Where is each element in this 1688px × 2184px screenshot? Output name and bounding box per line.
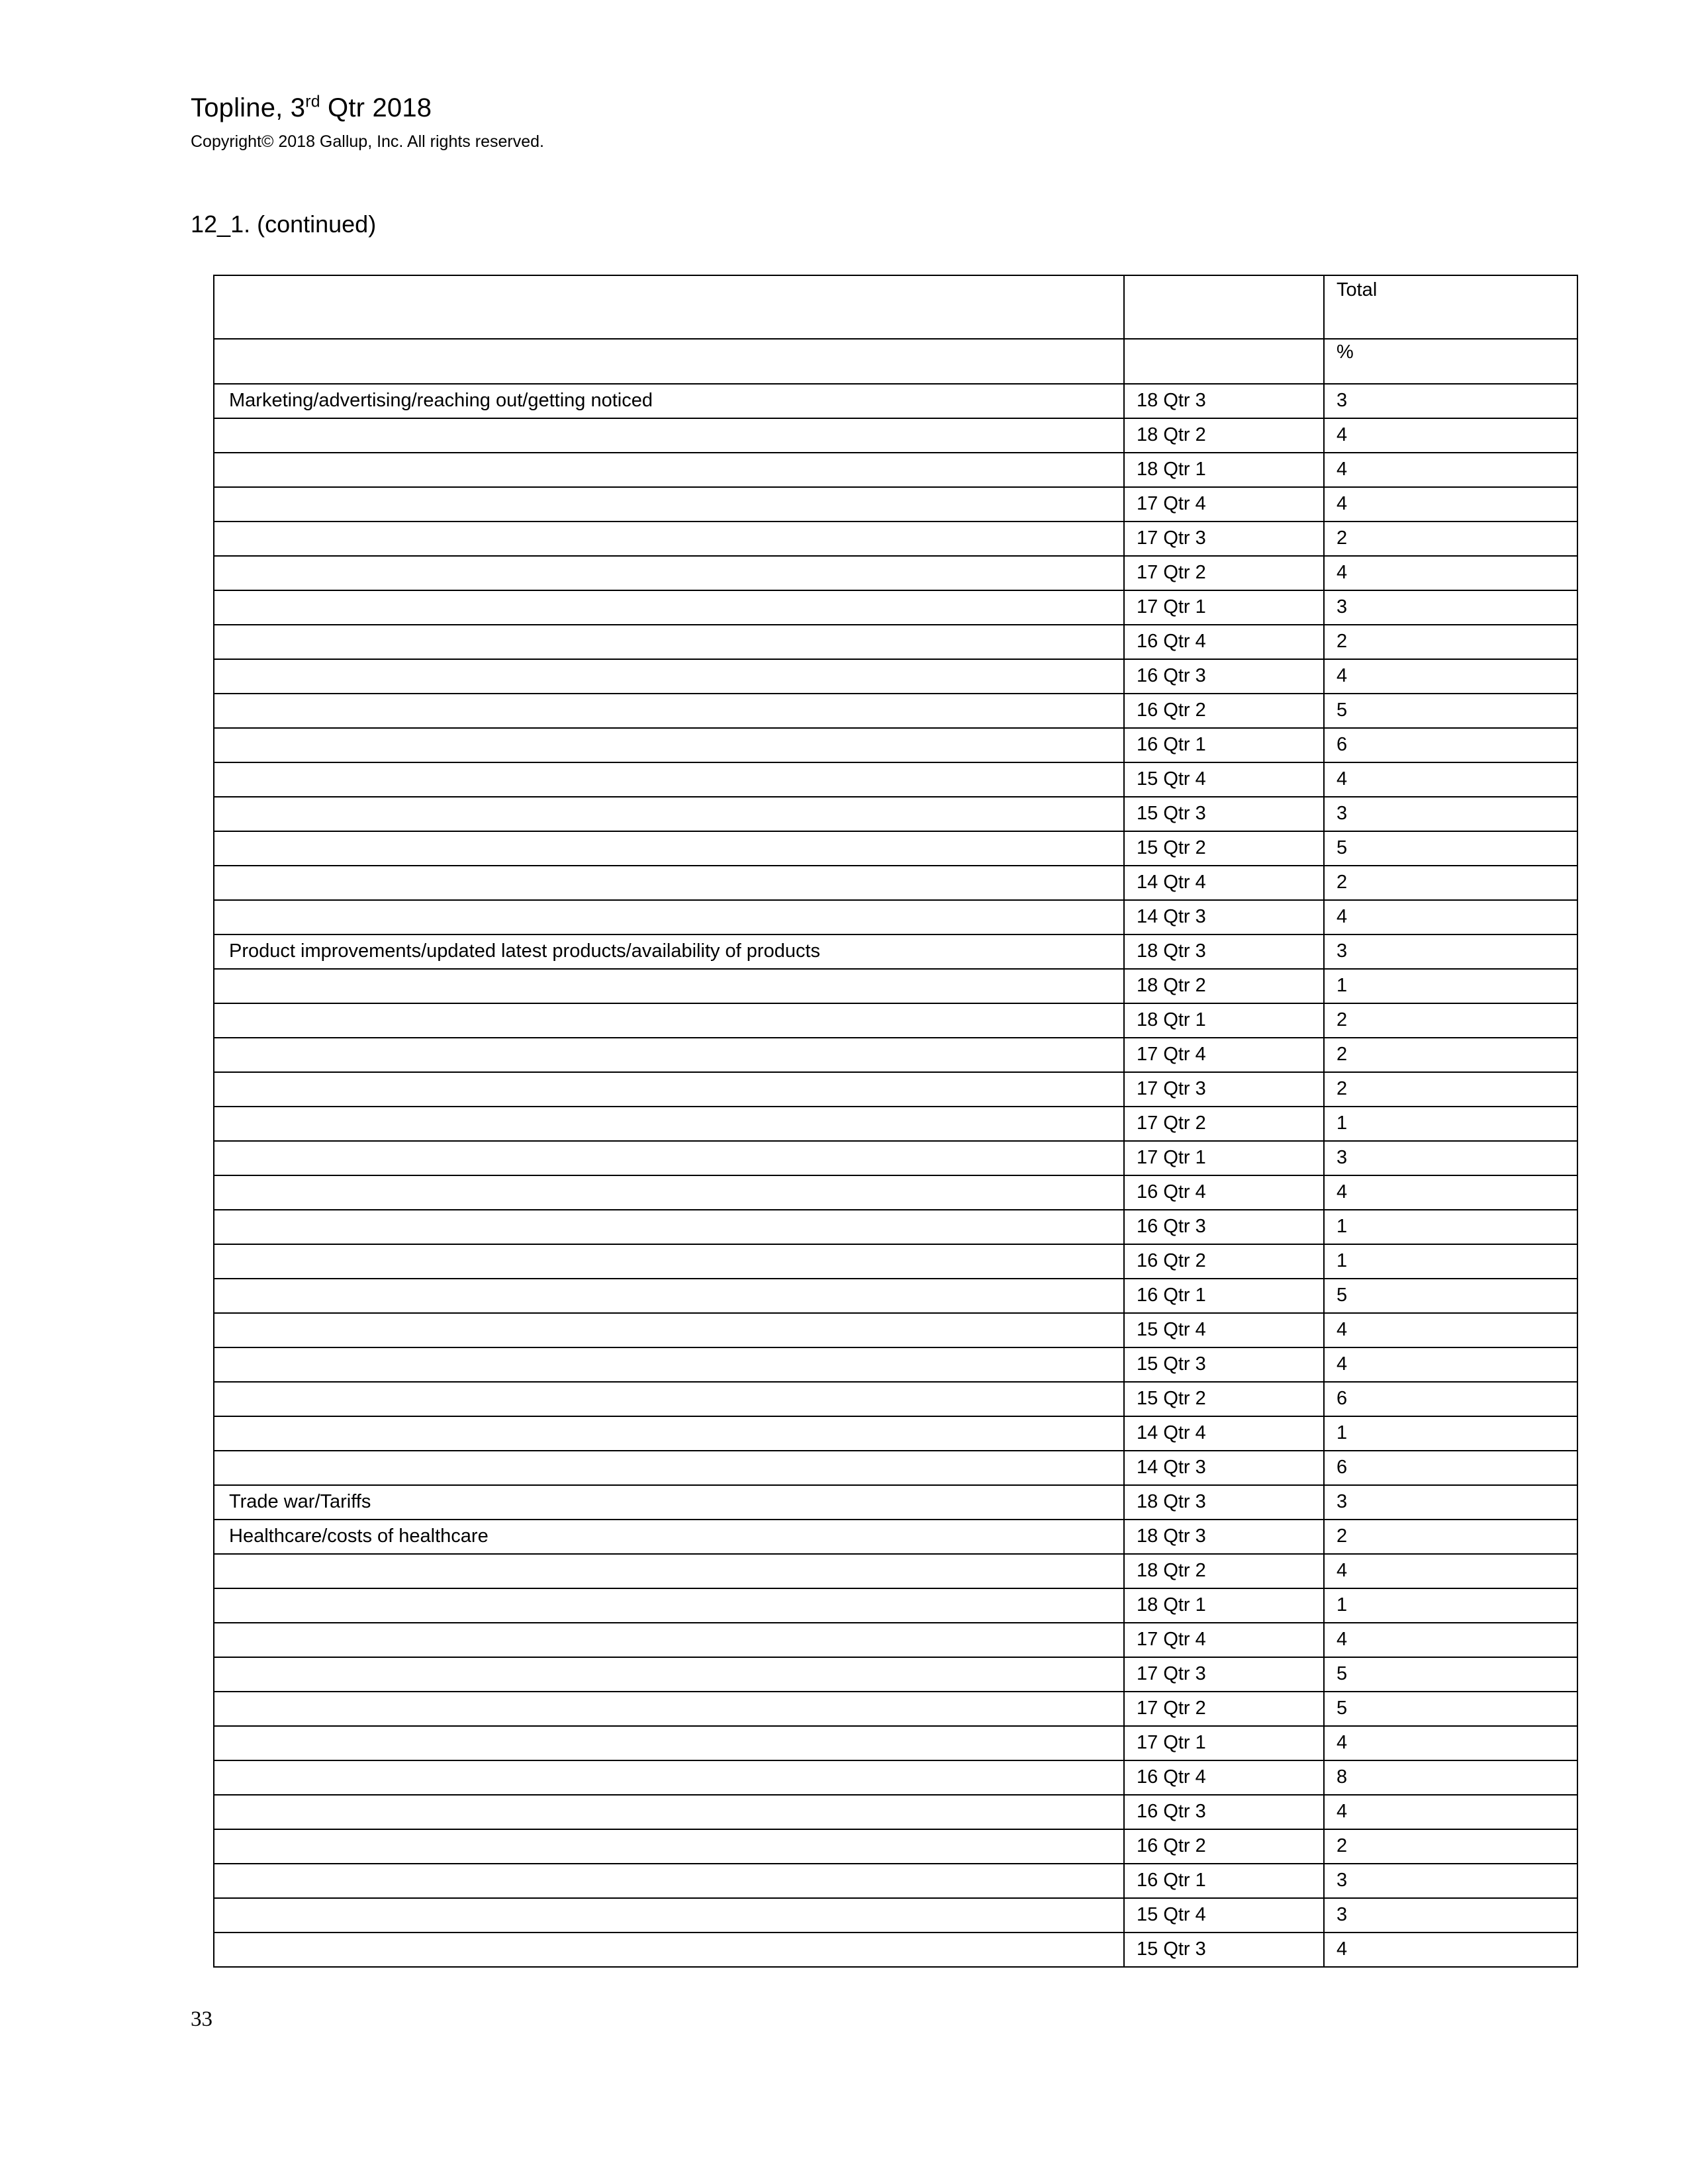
table-row	[214, 659, 1577, 694]
page-title-main: Topline, 3	[191, 93, 306, 122]
cell-total-percent: 1	[1324, 1588, 1577, 1623]
cell-response-label	[214, 590, 1124, 625]
cell-response-label: Product improvements/updated latest products/availability of products	[214, 934, 1124, 969]
cell-total-percent: 3	[1324, 1141, 1577, 1175]
cell-response-label	[214, 453, 1124, 487]
header-cell-label	[214, 275, 1124, 339]
cell-response-label: Healthcare/costs of healthcare	[214, 1520, 1124, 1554]
cell-period: 15 Qtr 3	[1124, 797, 1324, 831]
cell-total-percent: 5	[1324, 1692, 1577, 1726]
cell-period: 17 Qtr 4	[1124, 1038, 1324, 1072]
cell-total-percent: 2	[1324, 1003, 1577, 1038]
cell-response-label	[214, 1416, 1124, 1451]
cell-period: 18 Qtr 1	[1124, 453, 1324, 487]
cell-total-percent: 4	[1324, 418, 1577, 453]
cell-total-percent: 4	[1324, 1554, 1577, 1588]
cell-response-label	[214, 1795, 1124, 1829]
cell-total-percent: 5	[1324, 831, 1577, 866]
cell-period: 17 Qtr 4	[1124, 487, 1324, 522]
page-number: 33	[191, 2007, 212, 2031]
table-row	[214, 625, 1577, 659]
cell-total-percent: 3	[1324, 1485, 1577, 1520]
cell-total-percent: 1	[1324, 1244, 1577, 1279]
cell-total-percent: 4	[1324, 453, 1577, 487]
table-row	[214, 1451, 1577, 1485]
subheader-cell-percent: %	[1324, 339, 1577, 384]
table-row	[214, 1760, 1577, 1795]
cell-period: 16 Qtr 1	[1124, 728, 1324, 762]
cell-period: 15 Qtr 3	[1124, 1933, 1324, 1967]
cell-total-percent: 3	[1324, 1898, 1577, 1933]
cell-response-label: Marketing/advertising/reaching out/getting noticed	[214, 384, 1124, 418]
cell-response-label	[214, 728, 1124, 762]
cell-response-label	[214, 487, 1124, 522]
table-row	[214, 384, 1577, 418]
cell-total-percent: 5	[1324, 1657, 1577, 1692]
cell-total-percent: 1	[1324, 1416, 1577, 1451]
cell-period: 16 Qtr 3	[1124, 1210, 1324, 1244]
cell-response-label	[214, 1623, 1124, 1657]
table-row	[214, 1416, 1577, 1451]
cell-period: 16 Qtr 1	[1124, 1279, 1324, 1313]
table-row	[214, 1038, 1577, 1072]
cell-response-label	[214, 1554, 1124, 1588]
cell-total-percent: 1	[1324, 1107, 1577, 1141]
cell-total-percent: 4	[1324, 1933, 1577, 1967]
cell-total-percent: 2	[1324, 1038, 1577, 1072]
cell-period: 18 Qtr 2	[1124, 418, 1324, 453]
section-label: 12_1. (continued)	[191, 210, 377, 238]
cell-response-label	[214, 1003, 1124, 1038]
table-row	[214, 1588, 1577, 1623]
cell-period: 16 Qtr 4	[1124, 1760, 1324, 1795]
table-body	[214, 384, 1577, 1967]
cell-total-percent: 3	[1324, 1864, 1577, 1898]
cell-period: 16 Qtr 2	[1124, 1829, 1324, 1864]
cell-period: 14 Qtr 3	[1124, 900, 1324, 934]
cell-response-label	[214, 1038, 1124, 1072]
table-row	[214, 1003, 1577, 1038]
table-row	[214, 1485, 1577, 1520]
cell-response-label	[214, 762, 1124, 797]
table-row	[214, 1107, 1577, 1141]
page-title-rest: Qtr 2018	[320, 93, 432, 122]
cell-response-label	[214, 1760, 1124, 1795]
cell-response-label	[214, 1692, 1124, 1726]
table-row	[214, 1347, 1577, 1382]
cell-total-percent: 4	[1324, 1347, 1577, 1382]
cell-total-percent: 6	[1324, 1382, 1577, 1416]
table-row	[214, 590, 1577, 625]
cell-response-label	[214, 1313, 1124, 1347]
cell-total-percent: 2	[1324, 866, 1577, 900]
table-header-row-secondary	[214, 339, 1577, 384]
cell-period: 15 Qtr 4	[1124, 1313, 1324, 1347]
cell-total-percent: 2	[1324, 1072, 1577, 1107]
copyright-notice: Copyright© 2018 Gallup, Inc. All rights reserved.	[191, 132, 544, 152]
table-row	[214, 1657, 1577, 1692]
table-row	[214, 1382, 1577, 1416]
table-row	[214, 1726, 1577, 1760]
cell-response-label	[214, 1141, 1124, 1175]
table-row	[214, 1175, 1577, 1210]
cell-response-label	[214, 1244, 1124, 1279]
table-row	[214, 1933, 1577, 1967]
cell-total-percent: 4	[1324, 1795, 1577, 1829]
cell-total-percent: 2	[1324, 522, 1577, 556]
table-row	[214, 694, 1577, 728]
cell-response-label	[214, 556, 1124, 590]
cell-period: 16 Qtr 4	[1124, 625, 1324, 659]
table-row	[214, 1623, 1577, 1657]
cell-total-percent: 4	[1324, 1623, 1577, 1657]
table-row	[214, 728, 1577, 762]
topline-data-table	[213, 275, 1578, 1968]
cell-total-percent: 4	[1324, 1175, 1577, 1210]
cell-response-label	[214, 1657, 1124, 1692]
cell-period: 17 Qtr 1	[1124, 590, 1324, 625]
cell-response-label	[214, 1451, 1124, 1485]
cell-period: 17 Qtr 2	[1124, 1107, 1324, 1141]
cell-response-label: Trade war/Tariffs	[214, 1485, 1124, 1520]
cell-total-percent: 4	[1324, 1726, 1577, 1760]
cell-response-label	[214, 694, 1124, 728]
cell-period: 15 Qtr 4	[1124, 762, 1324, 797]
cell-period: 16 Qtr 2	[1124, 694, 1324, 728]
table-row	[214, 934, 1577, 969]
cell-response-label	[214, 1279, 1124, 1313]
cell-response-label	[214, 418, 1124, 453]
subheader-cell-label	[214, 339, 1124, 384]
table-row	[214, 1244, 1577, 1279]
cell-total-percent: 5	[1324, 1279, 1577, 1313]
cell-period: 17 Qtr 2	[1124, 556, 1324, 590]
table-row	[214, 1898, 1577, 1933]
header-cell-period	[1124, 275, 1324, 339]
cell-response-label	[214, 1210, 1124, 1244]
table-row	[214, 1795, 1577, 1829]
cell-response-label	[214, 831, 1124, 866]
cell-response-label	[214, 1864, 1124, 1898]
table-row	[214, 487, 1577, 522]
cell-response-label	[214, 969, 1124, 1003]
cell-period: 17 Qtr 2	[1124, 1692, 1324, 1726]
table-row	[214, 969, 1577, 1003]
cell-period: 15 Qtr 4	[1124, 1898, 1324, 1933]
cell-response-label	[214, 1382, 1124, 1416]
cell-period: 17 Qtr 1	[1124, 1141, 1324, 1175]
cell-period: 18 Qtr 3	[1124, 384, 1324, 418]
cell-period: 18 Qtr 3	[1124, 934, 1324, 969]
cell-response-label	[214, 1588, 1124, 1623]
cell-total-percent: 4	[1324, 487, 1577, 522]
table-row	[214, 762, 1577, 797]
table-row	[214, 1864, 1577, 1898]
cell-period: 15 Qtr 2	[1124, 831, 1324, 866]
cell-period: 15 Qtr 3	[1124, 1347, 1324, 1382]
cell-period: 18 Qtr 2	[1124, 969, 1324, 1003]
cell-period: 16 Qtr 3	[1124, 1795, 1324, 1829]
page-title-ordinal-suffix: rd	[305, 93, 320, 111]
cell-period: 16 Qtr 3	[1124, 659, 1324, 694]
cell-total-percent: 3	[1324, 590, 1577, 625]
table-row	[214, 1829, 1577, 1864]
cell-total-percent: 2	[1324, 1829, 1577, 1864]
cell-total-percent: 1	[1324, 969, 1577, 1003]
cell-total-percent: 5	[1324, 694, 1577, 728]
cell-total-percent: 2	[1324, 625, 1577, 659]
cell-response-label	[214, 1072, 1124, 1107]
cell-period: 17 Qtr 4	[1124, 1623, 1324, 1657]
table-header-row-primary	[214, 275, 1577, 339]
table-row	[214, 1279, 1577, 1313]
cell-response-label	[214, 522, 1124, 556]
table-row	[214, 797, 1577, 831]
cell-response-label	[214, 1933, 1124, 1967]
cell-period: 15 Qtr 2	[1124, 1382, 1324, 1416]
cell-response-label	[214, 866, 1124, 900]
table-head	[214, 275, 1577, 384]
table-row	[214, 900, 1577, 934]
header-cell-total: Total	[1324, 275, 1577, 339]
cell-total-percent: 4	[1324, 556, 1577, 590]
cell-response-label	[214, 659, 1124, 694]
table-row	[214, 1692, 1577, 1726]
cell-period: 14 Qtr 4	[1124, 1416, 1324, 1451]
cell-total-percent: 4	[1324, 762, 1577, 797]
cell-period: 18 Qtr 1	[1124, 1588, 1324, 1623]
cell-total-percent: 4	[1324, 1313, 1577, 1347]
cell-response-label	[214, 625, 1124, 659]
cell-period: 16 Qtr 1	[1124, 1864, 1324, 1898]
table-row	[214, 556, 1577, 590]
cell-total-percent: 3	[1324, 384, 1577, 418]
cell-response-label	[214, 900, 1124, 934]
table-row	[214, 1520, 1577, 1554]
table-row	[214, 831, 1577, 866]
cell-response-label	[214, 1107, 1124, 1141]
cell-response-label	[214, 1347, 1124, 1382]
page-title	[191, 93, 1448, 124]
cell-period: 14 Qtr 4	[1124, 866, 1324, 900]
cell-response-label	[214, 797, 1124, 831]
table-row	[214, 1313, 1577, 1347]
cell-period: 17 Qtr 3	[1124, 1657, 1324, 1692]
table-row	[214, 1210, 1577, 1244]
table-row	[214, 1141, 1577, 1175]
cell-response-label	[214, 1726, 1124, 1760]
table-row	[214, 1072, 1577, 1107]
cell-total-percent: 6	[1324, 1451, 1577, 1485]
cell-period: 17 Qtr 3	[1124, 522, 1324, 556]
table-row	[214, 418, 1577, 453]
table-row	[214, 1554, 1577, 1588]
subheader-cell-period	[1124, 339, 1324, 384]
cell-total-percent: 1	[1324, 1210, 1577, 1244]
cell-total-percent: 6	[1324, 728, 1577, 762]
cell-total-percent: 2	[1324, 1520, 1577, 1554]
cell-period: 17 Qtr 1	[1124, 1726, 1324, 1760]
table-row	[214, 866, 1577, 900]
cell-total-percent: 4	[1324, 900, 1577, 934]
cell-total-percent: 3	[1324, 797, 1577, 831]
table-row	[214, 453, 1577, 487]
cell-period: 16 Qtr 2	[1124, 1244, 1324, 1279]
cell-response-label	[214, 1829, 1124, 1864]
cell-total-percent: 4	[1324, 659, 1577, 694]
cell-response-label	[214, 1898, 1124, 1933]
cell-period: 16 Qtr 4	[1124, 1175, 1324, 1210]
cell-period: 18 Qtr 1	[1124, 1003, 1324, 1038]
cell-total-percent: 3	[1324, 934, 1577, 969]
cell-period: 18 Qtr 2	[1124, 1554, 1324, 1588]
cell-period: 18 Qtr 3	[1124, 1485, 1324, 1520]
cell-period: 17 Qtr 3	[1124, 1072, 1324, 1107]
table-row	[214, 522, 1577, 556]
cell-response-label	[214, 1175, 1124, 1210]
cell-period: 14 Qtr 3	[1124, 1451, 1324, 1485]
cell-period: 18 Qtr 3	[1124, 1520, 1324, 1554]
document-header	[191, 93, 1448, 152]
cell-total-percent: 8	[1324, 1760, 1577, 1795]
